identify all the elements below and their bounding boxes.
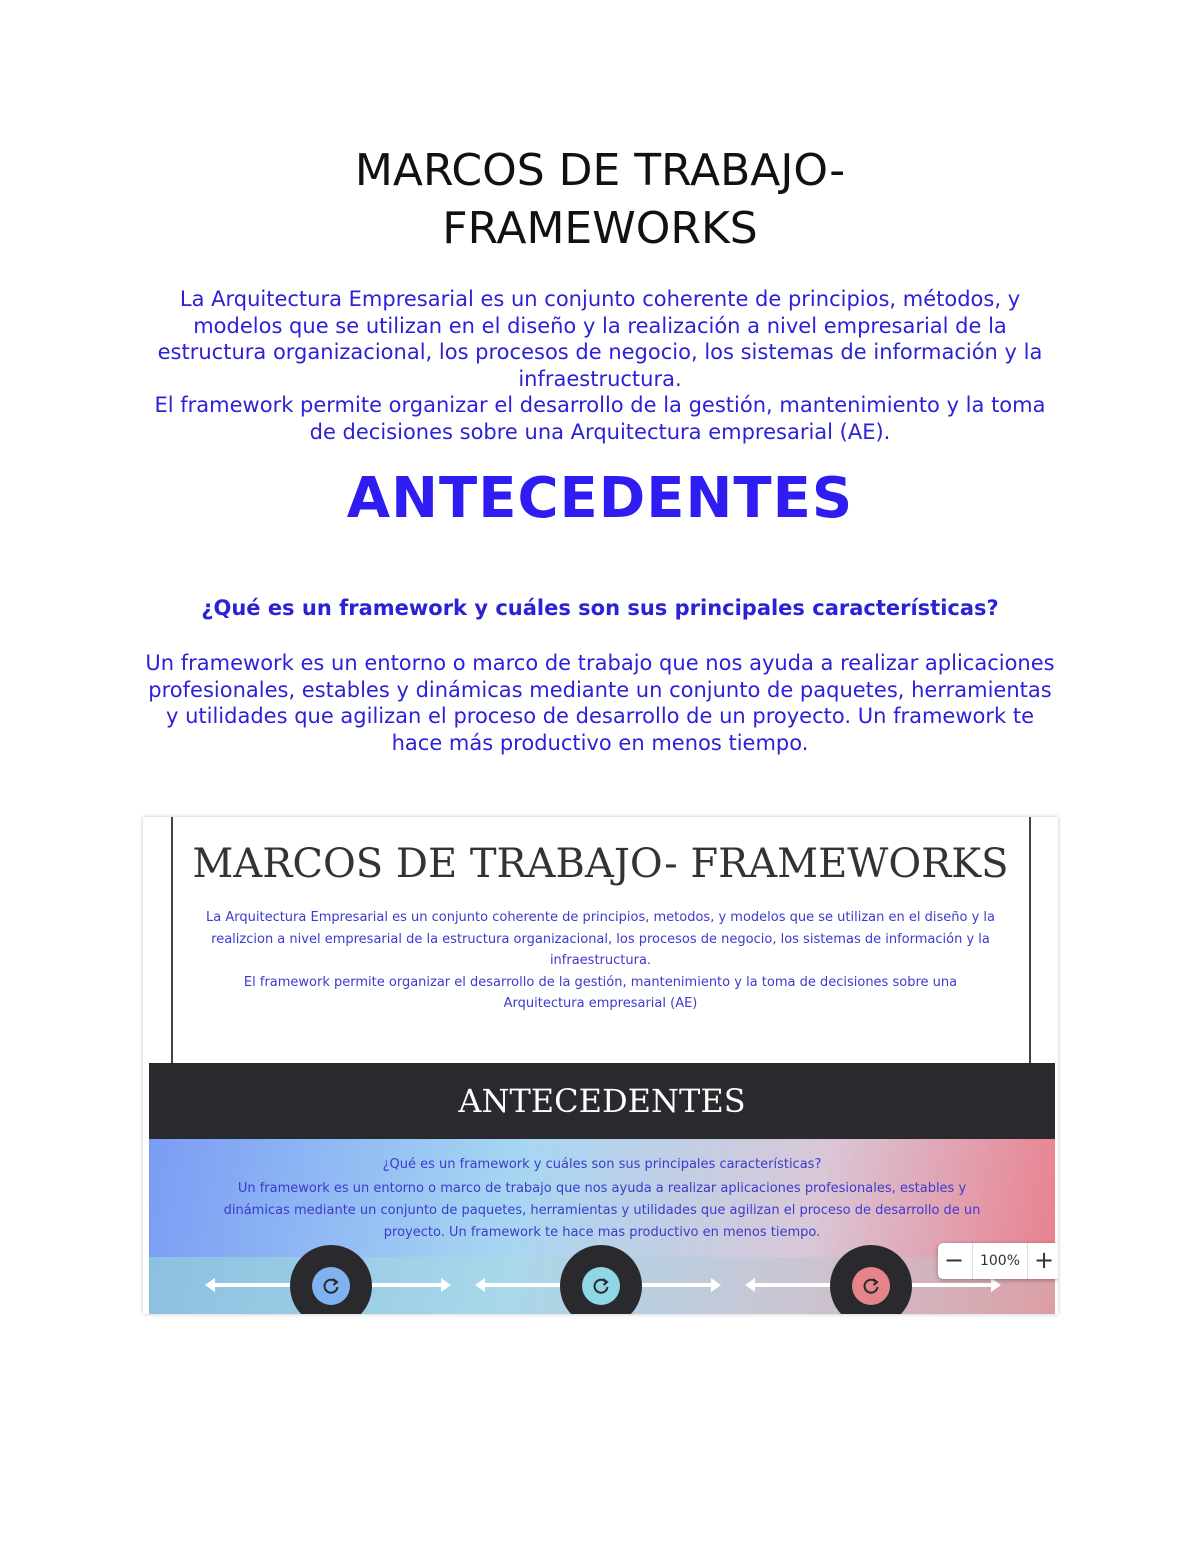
embedded-intro-paragraph-2: El framework permite organizar el desarrollo de la gestión, mantenimiento y la toma de decisiones sobre una Arquitectura empresarial (AE) — [243, 974, 958, 1011]
embedded-intro — [203, 907, 998, 1015]
intro-paragraph-2: El framework permite organizar el desarrollo de la gestión, mantenimiento y la toma de decisiones sobre una Arquitectura empresarial (AE). — [154, 393, 1046, 444]
embedded-band-title: ANTECEDENTES — [458, 1082, 746, 1120]
embedded-title: MARCOS DE TRABAJO- FRAMEWORKS — [192, 841, 1009, 887]
refresh-icon — [852, 1267, 890, 1305]
intro-paragraph-1: La Arquitectura Empresarial es un conjunto coherente de principios, métodos, y modelos que se utilizan en el diseño y la realización a nivel empresarial de la estructura organizacional, los procesos de negocio, los sistemas de información y la infraestructura. — [157, 287, 1043, 391]
intro-text — [140, 286, 1060, 445]
refresh-icon — [312, 1267, 350, 1305]
zoom-in-button[interactable]: + — [1033, 1246, 1055, 1274]
title-line-1: MARCOS DE TRABAJO- — [354, 145, 846, 196]
document-title — [0, 142, 1200, 258]
zoom-level: 100% — [972, 1243, 1028, 1279]
zoom-out-button[interactable]: − — [943, 1246, 965, 1274]
embedded-answer: Un framework es un entorno o marco de trabajo que nos ayuda a realizar aplicaciones profesionales, estables y dinámicas mediante un conjunto de paquetes, herramientas y utilidades que agilizan el proceso de desarrollo de un proyecto. Un framework te hace mas productivo en menos tiempo. — [223, 1181, 981, 1240]
section-heading: ANTECEDENTES — [346, 466, 854, 531]
zoom-control — [938, 1243, 1058, 1279]
refresh-icon — [582, 1267, 620, 1305]
answer-paragraph: Un framework es un entorno o marco de trabajo que nos ayuda a realizar aplicaciones profesionales, estables y dinámicas mediante un conjunto de paquetes, herramientas y utilidades que agilizan el proceso de desarrollo de un proyecto. Un framework te hace más productivo en menos tiempo. — [145, 651, 1055, 755]
embedded-dark-band — [149, 1063, 1055, 1139]
embedded-screenshot — [143, 817, 1058, 1314]
embedded-question: ¿Qué es un framework y cuáles son sus principales características? — [382, 1157, 822, 1172]
title-line-2: FRAMEWORKS — [442, 203, 758, 254]
embedded-intro-paragraph-1: La Arquitectura Empresarial es un conjunto coherente de principios, metodos, y modelos que se utilizan en el diseño y la realizcion a nivel empresarial de la estructura organizacional, los procesos de negocio, los sistemas de información y la infraestructura. — [206, 910, 995, 968]
question-heading: ¿Qué es un framework y cuáles son sus principales características? — [201, 596, 999, 620]
